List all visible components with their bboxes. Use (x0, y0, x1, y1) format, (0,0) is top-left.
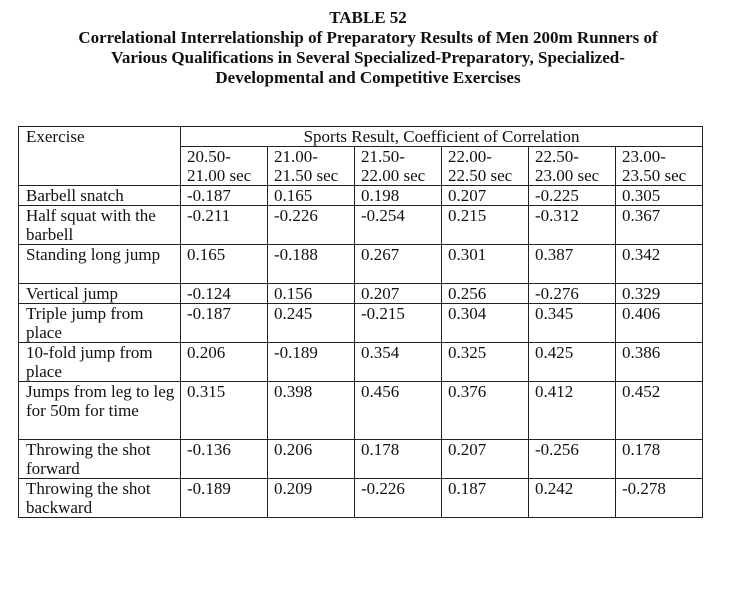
correlation-table (18, 126, 703, 518)
value-cell: 0.398 (268, 382, 355, 440)
value-cell: 0.456 (355, 382, 442, 440)
table-title: TABLE 52 (329, 8, 407, 27)
value-cell: -0.278 (616, 479, 703, 518)
column-header-line2: 23.00 sec (535, 166, 600, 185)
value-cell: 0.198 (355, 186, 442, 206)
exercise-cell: Half squat with the barbell (19, 206, 181, 245)
column-header-line1: 22.00- (448, 147, 492, 166)
value-cell: 0.305 (616, 186, 703, 206)
value-cell: -0.136 (181, 440, 268, 479)
value-cell: 0.345 (529, 304, 616, 343)
column-header-line1: 22.50- (535, 147, 579, 166)
table-row (19, 206, 703, 245)
exercise-cell: Jumps from leg to leg for 50m for time (19, 382, 181, 440)
column-header (181, 147, 268, 186)
value-cell: 0.215 (442, 206, 529, 245)
value-cell: 0.256 (442, 284, 529, 304)
table-row (19, 440, 703, 479)
table-subtitle-line-2: Various Qualifications in Several Specialized-Preparatory, Specialized- (111, 48, 625, 67)
value-cell: -0.312 (529, 206, 616, 245)
column-header-line1: 21.50- (361, 147, 405, 166)
value-cell: 0.301 (442, 245, 529, 284)
exercise-cell: Throwing the shot backward (19, 479, 181, 518)
value-cell: 0.329 (616, 284, 703, 304)
value-cell: 0.206 (181, 343, 268, 382)
value-cell: -0.254 (355, 206, 442, 245)
column-header-line2: 21.50 sec (274, 166, 339, 185)
exercise-header: Exercise (19, 127, 181, 186)
exercise-cell: Triple jump from place (19, 304, 181, 343)
value-cell: 0.412 (529, 382, 616, 440)
value-cell: 0.156 (268, 284, 355, 304)
value-cell: 0.406 (616, 304, 703, 343)
exercise-cell: 10-fold jump from place (19, 343, 181, 382)
column-header-line1: 21.00- (274, 147, 318, 166)
value-cell: 0.325 (442, 343, 529, 382)
value-cell: -0.211 (181, 206, 268, 245)
column-header-line2: 22.00 sec (361, 166, 426, 185)
column-header-line2: 21.00 sec (187, 166, 252, 185)
value-cell: 0.267 (355, 245, 442, 284)
table-row (19, 343, 703, 382)
table-subtitle-line-3: Developmental and Competitive Exercises (215, 68, 521, 87)
value-cell: -0.225 (529, 186, 616, 206)
value-cell: 0.376 (442, 382, 529, 440)
table-row (19, 284, 703, 304)
column-header-line2: 22.50 sec (448, 166, 513, 185)
value-cell: 0.178 (355, 440, 442, 479)
value-cell: -0.215 (355, 304, 442, 343)
value-cell: 0.342 (616, 245, 703, 284)
value-cell: 0.207 (355, 284, 442, 304)
value-cell: -0.189 (268, 343, 355, 382)
exercise-cell: Barbell snatch (19, 186, 181, 206)
value-cell: 0.245 (268, 304, 355, 343)
value-cell: 0.165 (181, 245, 268, 284)
header-row (19, 127, 703, 147)
value-cell: 0.367 (616, 206, 703, 245)
value-cell: 0.354 (355, 343, 442, 382)
column-header (442, 147, 529, 186)
column-header-line2: 23.50 sec (622, 166, 687, 185)
value-cell: 0.207 (442, 186, 529, 206)
table-row (19, 304, 703, 343)
value-cell: -0.187 (181, 186, 268, 206)
column-header (529, 147, 616, 186)
value-cell: 0.242 (529, 479, 616, 518)
value-cell: -0.226 (355, 479, 442, 518)
value-cell: 0.187 (442, 479, 529, 518)
value-cell: 0.178 (616, 440, 703, 479)
exercise-cell: Standing long jump (19, 245, 181, 284)
table-row (19, 186, 703, 206)
value-cell: 0.207 (442, 440, 529, 479)
column-header (355, 147, 442, 186)
value-cell: -0.276 (529, 284, 616, 304)
value-cell: 0.304 (442, 304, 529, 343)
exercise-cell: Vertical jump (19, 284, 181, 304)
value-cell: 0.425 (529, 343, 616, 382)
value-cell: -0.256 (529, 440, 616, 479)
table-row (19, 245, 703, 284)
table-subtitle-line-1: Correlational Interrelationship of Preparatory Results of Men 200m Runners of (78, 28, 658, 47)
value-cell: -0.189 (181, 479, 268, 518)
column-header-line1: 20.50- (187, 147, 231, 166)
value-cell: 0.206 (268, 440, 355, 479)
value-cell: -0.188 (268, 245, 355, 284)
column-header-line1: 23.00- (622, 147, 666, 166)
column-header (268, 147, 355, 186)
column-header (616, 147, 703, 186)
exercise-cell: Throwing the shot forward (19, 440, 181, 479)
table-row (19, 479, 703, 518)
table-row (19, 382, 703, 440)
group-header: Sports Result, Coefficient of Correlation (181, 127, 703, 147)
value-cell: 0.452 (616, 382, 703, 440)
value-cell: 0.165 (268, 186, 355, 206)
value-cell: 0.315 (181, 382, 268, 440)
value-cell: 0.209 (268, 479, 355, 518)
value-cell: -0.226 (268, 206, 355, 245)
value-cell: 0.386 (616, 343, 703, 382)
table-caption (0, 8, 736, 88)
value-cell: 0.387 (529, 245, 616, 284)
value-cell: -0.124 (181, 284, 268, 304)
value-cell: -0.187 (181, 304, 268, 343)
